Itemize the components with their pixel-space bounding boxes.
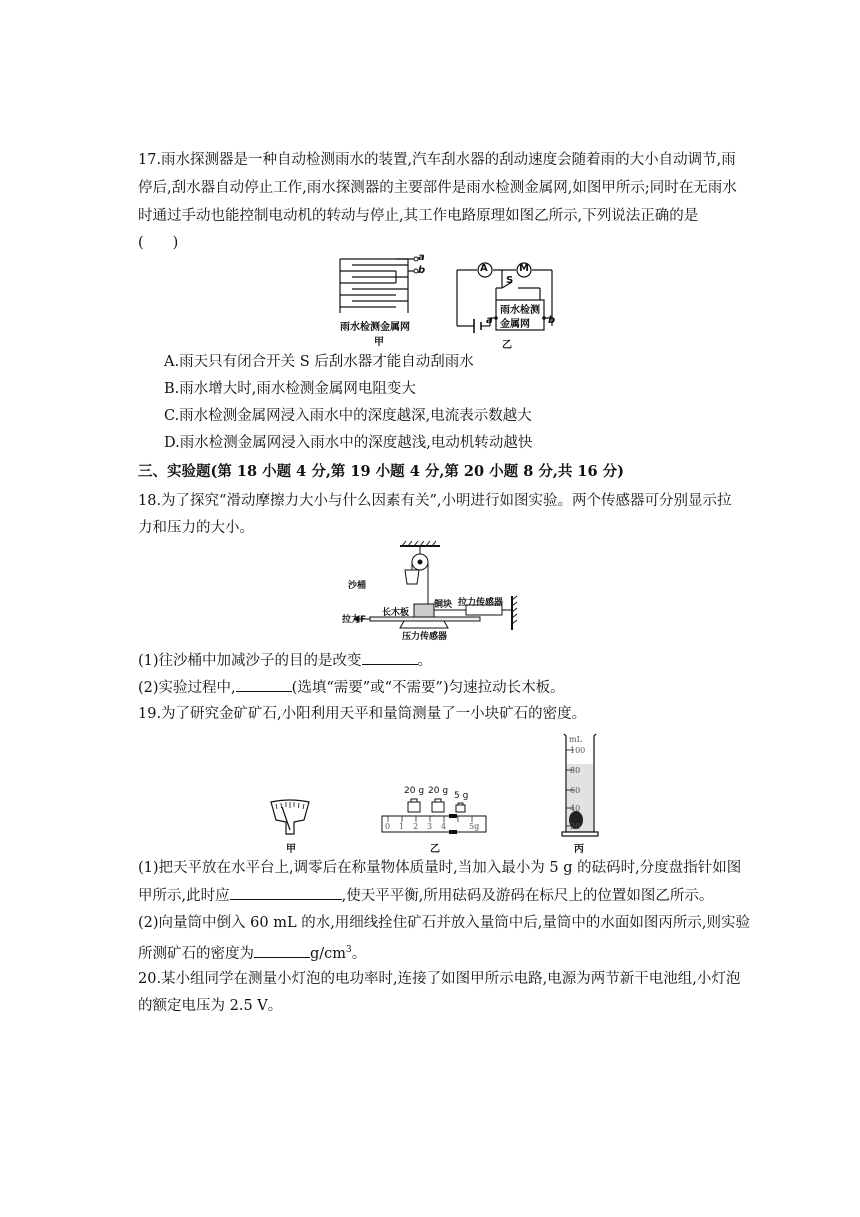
motor-label: M <box>519 263 529 274</box>
q17-option-c[interactable]: C.雨水检测金属网浸入雨水中的深度越深,电流表示数越大 <box>164 408 532 424</box>
long-board-label: 长木板 <box>382 608 410 618</box>
q19-figure-yi-label: 乙 <box>430 844 440 855</box>
q19-sub-2-end: 。 <box>351 945 367 962</box>
q18-sub-1-text: (1)往沙桶中加减沙子的目的是改变 <box>138 653 362 669</box>
cylinder-tick-40: 40 <box>570 804 581 813</box>
q17-line-2: 停后,刮水器自动停止工作,雨水探测器的主要部件是雨水检测金属网,如图甲所示;同时在无雨水 <box>138 180 737 196</box>
rain-mesh-caption: 雨水检测金属网 <box>340 322 410 333</box>
copper-block-label: 铜块 <box>434 600 453 610</box>
q20-line-1: 20.某小组同学在测量小灯泡的电功率时,连接了如图甲所示电路,电源为两节新干电池组,小灯泡 <box>138 971 741 987</box>
q19-sub-1-line-1: (1)把天平放在水平台上,调零后在称量物体质量时,当加入最小为 5 g 的砝码时,分度盘指针如图 <box>138 860 742 876</box>
q17-option-d[interactable]: D.雨水检测金属网浸入雨水中的深度越浅,电动机转动越快 <box>164 435 533 451</box>
figure-jia-label: 甲 <box>374 337 384 348</box>
q19-sub-2-line-2 <box>138 940 366 964</box>
q18-line-2: 力和压力的大小。 <box>138 520 254 536</box>
ruler-tick-0: 0 <box>385 822 391 831</box>
circuit-terminal-a: a <box>486 315 493 326</box>
q17-line-3: 时通过手动也能控制电动机的转动与停止,其工作电路原理如图乙所示,下列说法正确的是 <box>138 208 699 224</box>
ruler-tick-3: 3 <box>427 822 433 831</box>
q19-sub-2-text: 所测矿石的密度为 <box>138 945 254 962</box>
q19-figure-bing-label: 丙 <box>574 844 584 855</box>
cylinder-tick-80: 80 <box>570 766 581 775</box>
ruler-tick-5g: 5g <box>469 822 480 831</box>
ammeter-label: A <box>480 263 488 274</box>
cylinder-tick-60: 60 <box>570 786 581 795</box>
terminal-a-label: a <box>418 252 425 263</box>
balance-dial-figure <box>268 798 312 838</box>
pull-force-label: 拉力F <box>342 615 367 625</box>
q17-option-b[interactable]: B.雨水增大时,雨水检测金属网电阻变大 <box>164 381 416 397</box>
q18-sub-2 <box>138 677 565 698</box>
q19-sub-1-end: ,使天平平衡,所用砝码及游码在标尺上的位置如图乙所示。 <box>341 888 714 904</box>
q17-answer-bracket: ( ) <box>138 235 179 251</box>
switch-s-label: S <box>506 275 514 286</box>
pressure-sensor-label: 压力传感器 <box>402 632 448 642</box>
weight-20g-1-label: 20 g <box>404 786 425 796</box>
circuit-box-line-2: 金属网 <box>500 319 530 330</box>
q19-figure-jia-label: 甲 <box>286 844 296 855</box>
q18-line-1: 18.为了探究“滑动摩擦力大小与什么因素有关”,小明进行如图实验。两个传感器可分别显示拉 <box>138 493 732 509</box>
q18-sub-1-blank[interactable] <box>362 650 418 665</box>
circuit-box-line-1: 雨水检测 <box>500 305 540 316</box>
q17-line-1: 17.雨水探测器是一种自动检测雨水的装置,汽车刮水器的刮动速度会随着雨的大小自动调节,雨 <box>138 152 736 168</box>
terminal-b-label: b <box>418 265 426 276</box>
circuit-terminal-b: b <box>548 315 556 326</box>
q19-sub-1-line-2 <box>138 885 713 906</box>
q19-density-unit-sup: 3 <box>346 945 352 955</box>
section-3-heading: 三、实验题(第 18 小题 4 分,第 19 小题 4 分,第 20 小题 8 分,共 16 分) <box>138 463 625 480</box>
q20-line-2: 的额定电压为 2.5 V。 <box>138 998 283 1014</box>
q19-sub-2-blank[interactable] <box>254 943 310 958</box>
q18-sub-2-end: (选填“需要”或“不需要”)匀速拉动长木板。 <box>291 680 565 696</box>
q19-sub-1-blank[interactable] <box>230 885 342 900</box>
q18-sub-2-blank[interactable] <box>236 677 292 692</box>
tension-sensor-label: 拉力传感器 <box>458 598 504 608</box>
cylinder-unit: mL <box>569 735 582 744</box>
q18-sub-1-end: 。 <box>417 653 433 669</box>
weight-20g-2-label: 20 g <box>428 786 449 796</box>
q19-density-unit: g/cm <box>310 945 347 962</box>
figure-yi-label: 乙 <box>502 340 512 351</box>
q18-sub-2-text: (2)实验过程中, <box>138 680 236 696</box>
q19-line-1: 19.为了研究金矿矿石,小阳利用天平和量筒测量了一小块矿石的密度。 <box>138 706 587 722</box>
q17-option-a[interactable]: A.雨天只有闭合开关 S 后刮水器才能自动刮雨水 <box>164 354 474 370</box>
weights-and-ruler-figure <box>380 796 490 838</box>
ruler-tick-2: 2 <box>413 822 419 831</box>
sand-bucket-label: 沙桶 <box>348 581 367 591</box>
q19-sub-1-text: 甲所示,此时应 <box>138 888 230 904</box>
ruler-tick-1: 1 <box>399 822 405 831</box>
rain-mesh-figure <box>336 255 426 317</box>
ruler-tick-4: 4 <box>441 822 447 831</box>
cylinder-tick-20: 20 <box>570 822 581 831</box>
friction-experiment-figure <box>340 540 520 642</box>
cylinder-tick-100: 100 <box>570 746 586 755</box>
q18-sub-1 <box>138 650 432 671</box>
weight-5g-label: 5 g <box>454 791 469 801</box>
q19-sub-2-line-1: (2)向量筒中倒入 60 mL 的水,用细线拴住矿石并放入量筒中后,量筒中的水面如图丙所示,则实验 <box>138 915 751 931</box>
